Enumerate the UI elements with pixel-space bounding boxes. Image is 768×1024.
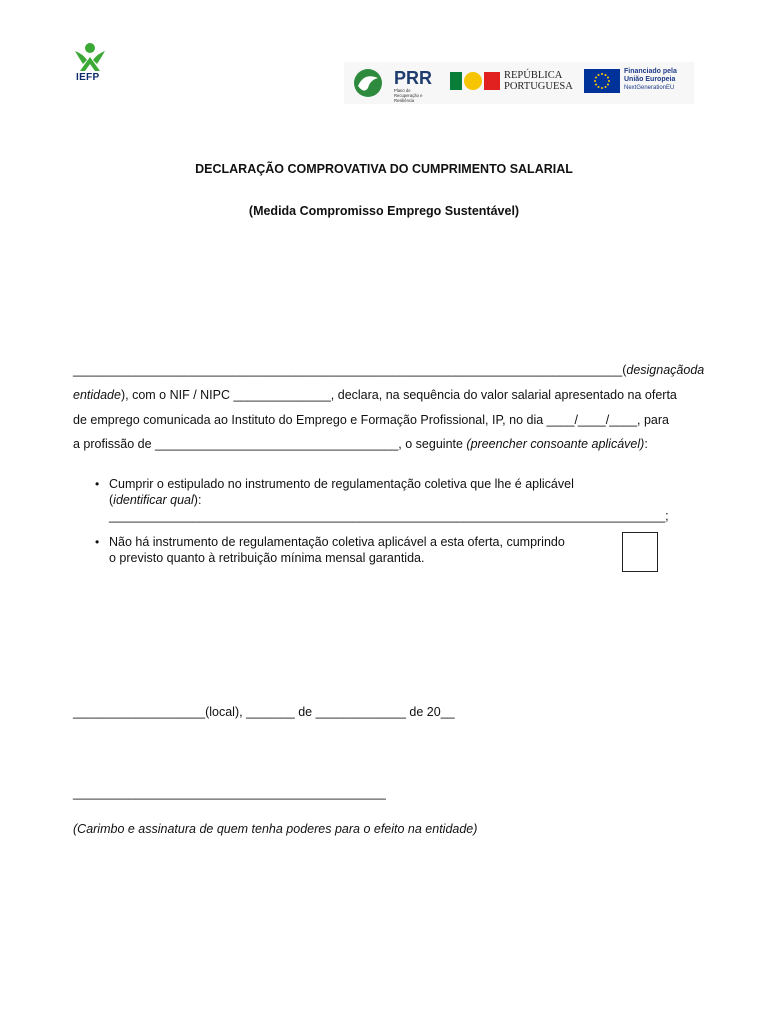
paragraph-line-1 — [73, 363, 705, 377]
flag-green-shape — [450, 72, 462, 90]
funding-logos — [344, 62, 694, 104]
da-label: da — [690, 363, 705, 377]
nif-text: ), com o NIF / NIPC ______________, declara, na sequência do valor salarial apresentado na oferta — [120, 388, 677, 402]
iefp-label: IEFP — [76, 72, 100, 83]
paren-open: ( — [622, 363, 627, 377]
bullet-1-line-2 — [109, 493, 201, 507]
identify-which-label: identificar qual — [113, 493, 194, 507]
eu-stars-icon — [584, 69, 620, 93]
republica-portuguesa-text — [504, 70, 573, 92]
paragraph-line-2 — [73, 388, 694, 402]
paren-open-2: ( — [109, 493, 114, 507]
bullet-2-dot: • — [95, 535, 100, 549]
paren-close: ): — [193, 493, 202, 507]
flag-yellow-circle — [464, 72, 482, 90]
iefp-emblem-icon — [73, 42, 107, 72]
republica-portuguesa-logo — [450, 70, 580, 98]
prr-emblem-icon — [352, 68, 386, 98]
prr-logo — [352, 68, 447, 103]
eu-line2: União Europeia — [624, 76, 676, 83]
entity-label: entidade — [73, 388, 121, 402]
eu-line3: NextGenerationEU — [624, 85, 675, 91]
republica-line1: REPÚBLICA — [504, 70, 563, 81]
republica-line2: PORTUGUESA — [504, 81, 573, 92]
signature-line[interactable]: _____________________________________________ — [73, 786, 386, 800]
flag-red-shape — [484, 72, 500, 90]
paragraph-line-3: de emprego comunicada ao Instituto do Emprego e Formação Profissional, IP, no dia ____/____/____, para — [73, 413, 669, 427]
collective-instrument-blank[interactable]: ________________________________________________________________________________; — [109, 509, 669, 523]
prr-subtitle: Plano de Recuperação e Resiliência — [394, 88, 423, 103]
fill-instruction: (preencher consoante aplicável) — [466, 437, 645, 451]
bullet-2-line-1: Não há instrumento de regulamentação coletiva aplicável a esta oferta, cumprindo — [109, 535, 565, 549]
designation-label: designação — [626, 363, 691, 377]
document-title: DECLARAÇÃO COMPROVATIVA DO CUMPRIMENTO SALARIAL — [195, 162, 573, 176]
bullet-1-line-1: Cumprir o estipulado no instrumento de regulamentação coletiva que lhe é aplicável — [109, 477, 574, 491]
eu-funding-text — [624, 68, 677, 92]
signature-caption: (Carimbo e assinatura de quem tenha poderes para o efeito na entidade) — [73, 822, 478, 836]
bullet-1-dot: • — [95, 477, 100, 491]
eu-logo — [584, 66, 692, 98]
eu-flag-icon — [584, 69, 620, 93]
iefp-logo — [70, 42, 110, 88]
colon: : — [644, 437, 648, 451]
bullet-2-line-2: o previsto quanto à retribuição mínima mensal garantida. — [109, 551, 425, 565]
profession-text: a profissão de ___________________________________, o seguinte — [73, 437, 467, 451]
paragraph-line-4 — [73, 437, 694, 451]
no-instrument-checkbox[interactable] — [622, 532, 658, 572]
eu-line1: Financiado pela — [624, 68, 677, 75]
prr-label: PRR — [394, 68, 433, 88]
document-subtitle: (Medida Compromisso Emprego Sustentável) — [248, 204, 520, 218]
place-date-line[interactable]: ___________________(local), _______ de _____________ de 20__ — [73, 705, 455, 719]
entity-name-blank[interactable]: _______________________________________________________________________________ — [73, 363, 623, 377]
